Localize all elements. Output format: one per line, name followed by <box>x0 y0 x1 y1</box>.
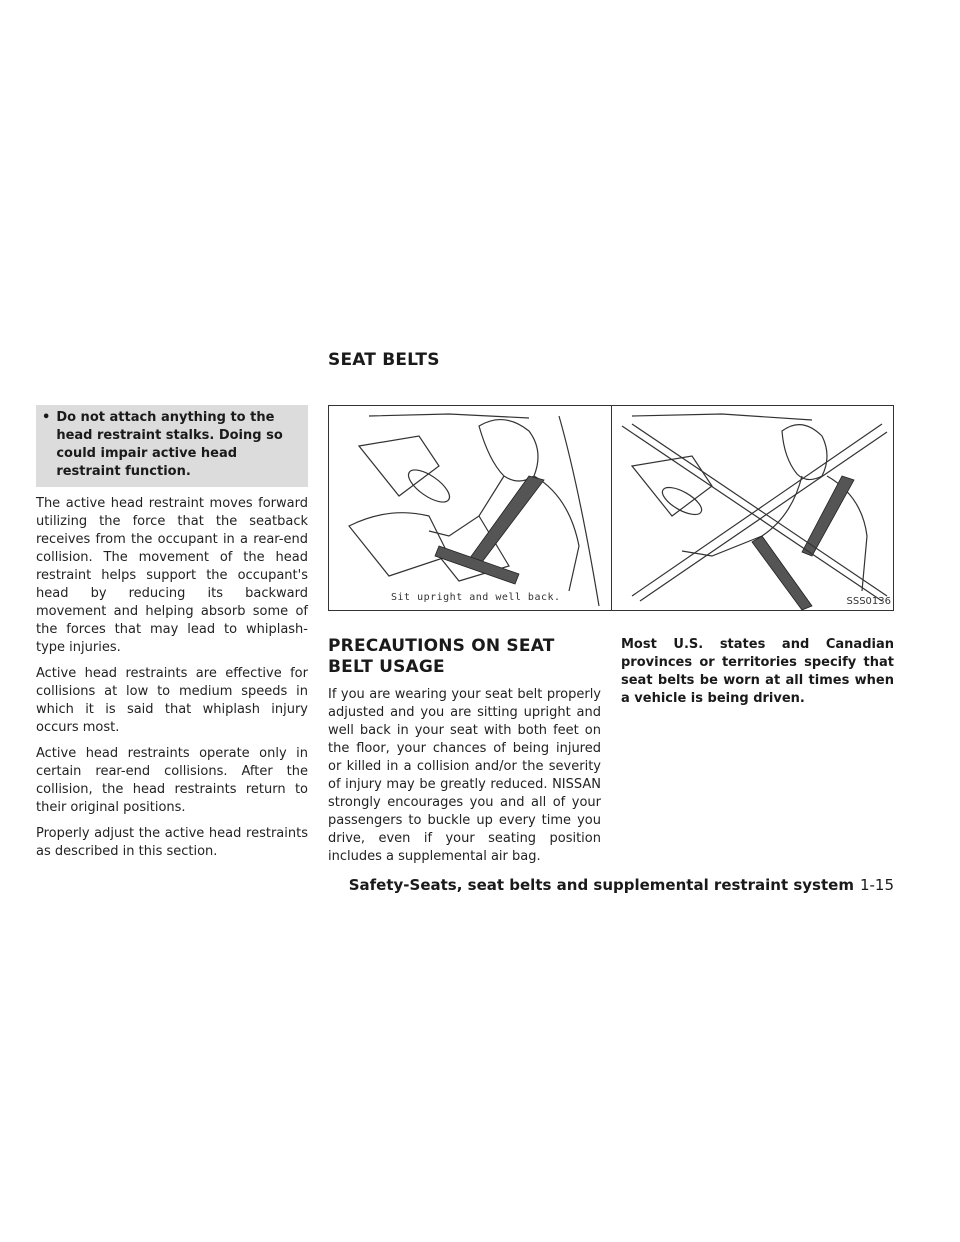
paragraph: Properly adjust the active head restraints as described in this section. <box>36 826 308 859</box>
figure-code: SSS0136 <box>846 596 891 607</box>
warning-box <box>36 405 308 487</box>
left-column <box>36 405 308 861</box>
chapter-title: Safety-Seats, seat belts and supplemental restraint system <box>348 876 854 894</box>
page-number: 1-15 <box>859 876 894 894</box>
correct-posture-drawing <box>329 406 611 612</box>
bullet: • <box>42 410 51 425</box>
middle-column <box>328 636 601 866</box>
bold-paragraph: Most U.S. states and Canadian provinces or territories specify that seat belts be worn at all times when a vehicle is being driven. <box>621 637 894 706</box>
incorrect-posture-drawing <box>612 406 894 612</box>
right-column <box>621 636 894 708</box>
figure-caption: Sit upright and well back. <box>391 592 561 603</box>
paragraph: Active head restraints operate only in certain rear-end collisions. After the collision, the head restraints return to their original positions. <box>36 746 308 815</box>
warning-text: Do not attach anything to the head restraint stalks. Doing so could impair active head restraint function. <box>56 410 283 479</box>
subsection-heading: PRECAUTIONS ON SEAT BELT USAGE <box>328 636 555 677</box>
paragraph: If you are wearing your seat belt properly adjusted and you are sitting upright and well back in your seat with both feet on the floor, your chances of being injured or killed in a collision and/or the severity of injury may be greatly reduced. NISSAN strongly encourages you and all of your passengers to buckle up every time you drive, even if your seating position includes a supplemental air bag. <box>328 687 601 864</box>
paragraph: Active head restraints are effective for collisions at low to medium speeds in which it is said that whiplash injury occurs most. <box>36 666 308 735</box>
page-footer <box>349 876 894 894</box>
section-title: SEAT BELTS <box>328 350 440 370</box>
seat-belt-illustration <box>328 405 894 611</box>
paragraph: The active head restraint moves forward utilizing the force that the seatback receives from the occupant in a rear-end collision. The movement of the head restraint helps support the occupant's head by reducing its backward movement and helping absorb some of the forces that may lead to whiplash-type injuries. <box>36 496 308 655</box>
